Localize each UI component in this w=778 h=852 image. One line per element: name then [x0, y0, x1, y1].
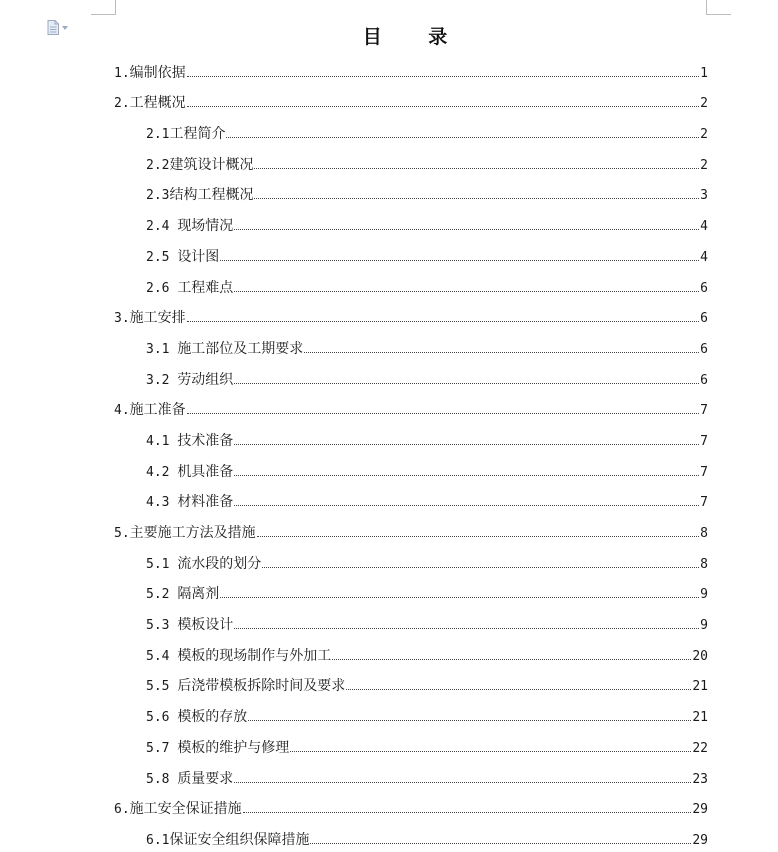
toc-entry-title: 工程难点 [177, 279, 234, 296]
toc-dot-leader [234, 475, 699, 476]
table-of-contents [114, 52, 708, 850]
toc-dot-leader [346, 689, 691, 690]
toc-entry-title: 施工准备 [129, 402, 186, 419]
toc-entry-number: 5.5 [146, 679, 178, 695]
toc-dot-leader [234, 444, 699, 445]
toc-entry-number: 2.1 [146, 127, 170, 143]
toc-dot-leader [262, 567, 699, 568]
toc-entry-page: 8 [700, 526, 708, 541]
toc-entry-number: 5.2 [146, 587, 178, 603]
toc-dot-leader [257, 536, 699, 537]
toc-entry[interactable] [114, 451, 708, 482]
toc-dot-leader [187, 106, 699, 107]
crop-mark-top-left [91, 0, 116, 15]
toc-entry[interactable] [114, 666, 708, 697]
toc-entry[interactable] [114, 175, 708, 206]
toc-entry-title: 编制依据 [129, 64, 186, 81]
toc-entry-number: 2.2 [146, 157, 170, 173]
toc-entry-title: 施工部位及工期要求 [177, 340, 304, 357]
toc-entry-number: 5.1 [146, 556, 178, 572]
toc-dot-leader [254, 168, 699, 169]
toc-entry-number: 2.6 [146, 280, 178, 296]
toc-entry-number: 5.6 [146, 710, 178, 726]
toc-entry-page: 8 [700, 556, 708, 572]
toc-entry-page: 29 [692, 802, 708, 818]
crop-mark-top-right [706, 0, 731, 15]
toc-dot-leader [187, 76, 699, 77]
toc-entry[interactable] [114, 574, 708, 605]
toc-entry-page: 2 [700, 96, 708, 112]
toc-entry-number: 5.3 [146, 618, 178, 634]
toc-entry-title: 模板的现场制作与外加工 [177, 647, 332, 664]
toc-entry-number: 4. [114, 403, 130, 419]
toc-dot-leader [234, 383, 699, 384]
toc-dot-leader [234, 782, 691, 783]
toc-entry-title: 模板设计 [177, 617, 234, 634]
toc-entry-page: 6 [700, 311, 708, 327]
toc-entry[interactable] [114, 604, 708, 635]
toc-entry-number: 4.1 [146, 433, 178, 449]
toc-entry-number: 2. [114, 96, 130, 112]
toc-entry[interactable] [114, 819, 708, 850]
toc-entry-title: 施工安全保证措施 [129, 801, 242, 818]
toc-entry-page: 6 [700, 372, 708, 388]
toc-entry[interactable] [114, 298, 708, 329]
toc-entry[interactable] [114, 512, 708, 543]
toc-entry-number: 3. [114, 311, 130, 327]
toc-entry-page: 2 [700, 157, 708, 173]
toc-entry-number: 3.1 [146, 341, 178, 357]
toc-dot-leader [332, 659, 691, 660]
toc-entry-title: 施工安排 [129, 310, 186, 327]
toc-entry-title: 现场情况 [177, 218, 234, 235]
toc-entry-page: 29 [692, 832, 708, 848]
toc-entry-number: 6. [114, 802, 130, 818]
toc-entry-title: 主要施工方法及措施 [129, 525, 256, 541]
toc-entry-page: 9 [700, 587, 708, 603]
toc-entry-number: 5. [114, 526, 130, 541]
toc-dot-leader [234, 229, 699, 230]
toc-entry[interactable] [114, 696, 708, 727]
toc-dot-leader [290, 751, 691, 752]
toc-entry-title: 技术准备 [177, 432, 234, 449]
toc-entry[interactable] [114, 390, 708, 421]
toc-dot-leader [234, 628, 699, 629]
toc-dot-leader [304, 352, 699, 353]
toc-dot-leader [234, 291, 699, 292]
toc-dot-leader [226, 137, 699, 138]
toc-entry-page: 7 [700, 433, 708, 449]
toc-entry-page: 6 [700, 280, 708, 296]
toc-entry-number: 4.3 [146, 495, 178, 511]
toc-entry-number: 5.8 [146, 771, 178, 787]
page-title: 目 录 [362, 26, 468, 48]
toc-entry-page: 1 [700, 65, 708, 81]
toc-entry-page: 7 [700, 464, 708, 480]
toc-dot-leader [187, 413, 699, 414]
toc-entry[interactable] [114, 789, 708, 820]
toc-entry[interactable] [114, 113, 708, 144]
toc-entry-page: 21 [692, 710, 708, 726]
toc-entry-title: 结构工程概况 [169, 187, 254, 204]
toc-entry-page: 4 [700, 249, 708, 265]
toc-entry-title: 模板的维护与修理 [177, 739, 290, 756]
toc-dot-leader [248, 720, 691, 721]
toc-entry[interactable] [114, 83, 708, 114]
toc-entry-title: 质量要求 [177, 770, 234, 787]
toc-dot-leader [234, 505, 699, 506]
toc-dot-leader [310, 843, 691, 844]
toc-entry-title: 隔离剂 [177, 586, 220, 603]
toc-entry-page: 7 [700, 403, 708, 419]
toc-dot-leader [220, 260, 699, 261]
toc-entry-number: 2.4 [146, 219, 178, 235]
toc-entry-title: 工程概况 [129, 95, 186, 112]
toc-entry-page: 7 [700, 495, 708, 511]
toc-dot-leader [220, 597, 699, 598]
toc-entry-page: 23 [692, 771, 708, 787]
toc-entry-title: 劳动组织 [177, 371, 234, 388]
toc-entry[interactable] [114, 267, 708, 298]
toc-entry-page: 6 [700, 341, 708, 357]
toc-entry-page: 9 [700, 618, 708, 634]
toc-entry[interactable] [114, 205, 708, 236]
toc-entry-title: 后浇带模板拆除时间及要求 [177, 678, 346, 695]
toc-entry-title: 工程简介 [169, 126, 226, 143]
toc-entry-page: 3 [700, 188, 708, 204]
toc-entry[interactable] [114, 328, 708, 359]
toc-dot-leader [243, 812, 692, 813]
toc-entry-page: 2 [700, 127, 708, 143]
toc-entry-title: 材料准备 [177, 494, 234, 511]
toc-entry-title: 机具准备 [177, 463, 234, 480]
toc-entry[interactable] [114, 144, 708, 175]
toc-entry-number: 1. [114, 65, 130, 81]
toc-entry-number: 6.1 [146, 832, 170, 848]
toc-entry-page: 20 [692, 648, 708, 664]
toc-entry-title: 模板的存放 [177, 709, 248, 726]
toc-dot-leader [187, 321, 699, 322]
toc-entry[interactable] [114, 635, 708, 666]
toc-entry-title: 建筑设计概况 [169, 156, 254, 173]
toc-entry-number: 4.2 [146, 464, 178, 480]
toc-entry-page: 22 [692, 740, 708, 756]
toc-entry[interactable] [114, 482, 708, 513]
toc-entry[interactable] [114, 727, 708, 758]
toc-entry[interactable] [114, 236, 708, 267]
toc-entry-number: 5.4 [146, 648, 178, 664]
toc-entry[interactable] [114, 758, 708, 789]
toc-entry[interactable] [114, 420, 708, 451]
toc-entry-number: 3.2 [146, 372, 178, 388]
toc-dot-leader [254, 198, 699, 199]
toc-entry[interactable] [114, 543, 708, 574]
toc-entry[interactable] [114, 359, 708, 390]
toc-entry-title: 保证安全组织保障措施 [169, 831, 310, 848]
toc-entry-number: 2.5 [146, 249, 178, 265]
toc-entry-title: 流水段的划分 [177, 555, 262, 572]
toc-entry[interactable] [114, 52, 708, 83]
toc-entry-page: 21 [692, 679, 708, 695]
toc-entry-title: 设计图 [177, 248, 220, 265]
toc-entry-number: 5.7 [146, 740, 178, 756]
toc-entry-number: 2.3 [146, 188, 170, 204]
toc-entry-page: 4 [700, 219, 708, 235]
